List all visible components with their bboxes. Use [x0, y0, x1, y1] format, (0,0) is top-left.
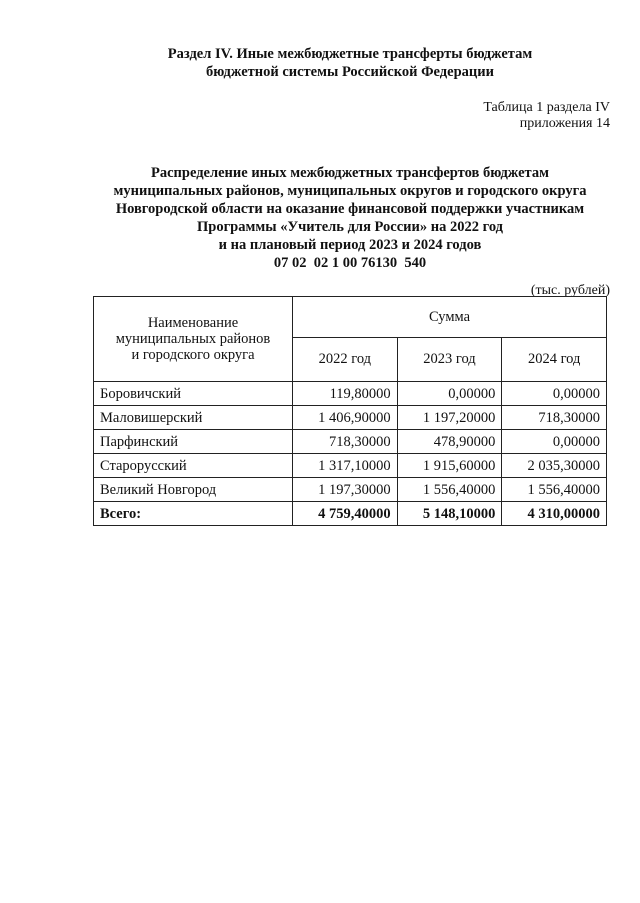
header-sum: Сумма [293, 297, 607, 338]
municipality-name: Парфинский [94, 430, 293, 454]
header-year-2023: 2023 год [397, 338, 502, 382]
document-title-line-2: муниципальных районов, муниципальных округов и городского округа [113, 183, 587, 199]
municipality-name: Маловишерский [94, 406, 293, 430]
document-title-line-3: Новгородской области на оказание финансовой поддержки участникам [115, 201, 585, 217]
header-name-line-3: и городского округа [131, 347, 255, 363]
municipality-name: Боровичский [94, 382, 293, 406]
document-title-line-4: Программы «Учитель для России» на 2022 год [197, 219, 503, 235]
amount-2023: 1 556,40000 [397, 478, 502, 502]
amount-2024: 1 556,40000 [502, 478, 607, 502]
section-title [140, 45, 560, 81]
municipality-name: Старорусский [94, 454, 293, 478]
table-row [94, 454, 607, 478]
amount-2022: 1 197,30000 [293, 478, 398, 502]
amount-2023: 0,00000 [397, 382, 502, 406]
table-row [94, 430, 607, 454]
table-row [94, 478, 607, 502]
header-municipality-name [94, 297, 293, 382]
units-label: (тыс. рублей) [530, 283, 610, 298]
table-reference-line-1: Таблица 1 раздела IV [483, 100, 610, 115]
amount-2024: 718,30000 [502, 406, 607, 430]
table-reference-line-2: приложения 14 [519, 116, 610, 131]
header-name-line-1: Наименование [147, 315, 239, 331]
amount-2022: 119,80000 [293, 382, 398, 406]
amount-2022: 718,30000 [293, 430, 398, 454]
total-2024: 4 310,00000 [502, 502, 607, 526]
amount-2022: 1 317,10000 [293, 454, 398, 478]
total-label: Всего: [94, 502, 293, 526]
table-row [94, 406, 607, 430]
amount-2023: 1 197,20000 [397, 406, 502, 430]
amount-2024: 0,00000 [502, 382, 607, 406]
amount-2022: 1 406,90000 [293, 406, 398, 430]
table-total-row [94, 502, 607, 526]
document-title-line-5: и на плановый период 2023 и 2024 годов [218, 237, 482, 253]
header-year-2022: 2022 год [293, 338, 398, 382]
document-title-line-1: Распределение иных межбюджетных трансфертов бюджетам [151, 165, 549, 181]
municipality-name: Великий Новгород [94, 478, 293, 502]
amount-2023: 478,90000 [397, 430, 502, 454]
section-title-line-1: Раздел IV. Иные межбюджетные трансферты бюджетам [167, 46, 533, 62]
header-year-2024: 2024 год [502, 338, 607, 382]
budget-classification-code: 07 02 02 1 00 76130 540 [273, 255, 427, 271]
amount-2024: 2 035,30000 [502, 454, 607, 478]
amount-2023: 1 915,60000 [397, 454, 502, 478]
section-title-line-2: бюджетной системы Российской Федерации [206, 64, 494, 80]
header-name-line-2: муниципальных районов [115, 331, 271, 347]
table-reference [483, 100, 610, 132]
document-title [90, 164, 610, 272]
distribution-table [93, 296, 607, 526]
table-row [94, 382, 607, 406]
total-2022: 4 759,40000 [293, 502, 398, 526]
total-2023: 5 148,10000 [397, 502, 502, 526]
amount-2024: 0,00000 [502, 430, 607, 454]
table-header-row [94, 297, 607, 338]
